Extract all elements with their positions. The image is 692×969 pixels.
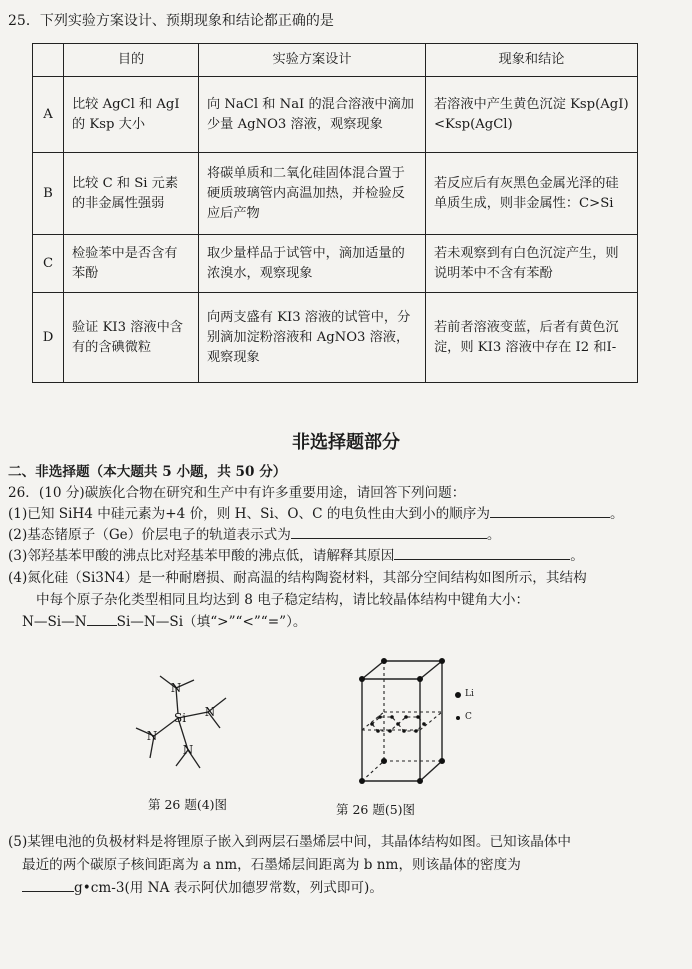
q26-intro: 26．(10 分)碳族化合物在研究和生产中有许多重要用途，请回答下列问题： — [8, 485, 466, 501]
period: 。 — [609, 506, 624, 522]
result-cell: 若未观察到有白色沉淀产生，则说明苯中不含有苯酚 — [426, 235, 638, 293]
silicon-atom-label: Si — [173, 711, 187, 725]
nitrogen-atom-label: N — [182, 743, 194, 757]
bond-angle-left: N—Si—N — [22, 614, 87, 630]
design-cell: 取少量样品于试管中，滴加适量的浓溴水，观察现象 — [199, 235, 426, 293]
figure-4-caption: 第 26 题(4)图 — [148, 797, 228, 812]
answer-blank[interactable] — [490, 503, 610, 518]
q26-part3-text: (3)邻羟基苯甲酸的沸点比对羟基苯甲酸的沸点低，请解释其原因 — [8, 548, 395, 564]
design-cell: 向 NaCl 和 NaI 的混合溶液中滴加少量 AgNO3 溶液，观察现象 — [199, 77, 426, 153]
legend-li-dot — [455, 692, 461, 698]
q26-part5-line2: 最近的两个碳原子核间距离为 a nm，石墨烯层间距离为 b nm，则该晶体的密度为 — [22, 857, 521, 873]
purpose-cell: 比较 C 和 Si 元素的非金属性强弱 — [64, 153, 199, 235]
question-25-stem: 25．下列实验方案设计、预期现象和结论都正确的是 — [8, 13, 334, 29]
result-cell: 若溶液中产生黄色沉淀 Ksp(AgI)<Ksp(AgCl) — [426, 77, 638, 153]
option-label: C — [33, 235, 64, 293]
table-header-row — [33, 44, 638, 77]
q26-part1-text: (1)已知 SiH4 中硅元素为+4 价，则 H、Si、O、C 的电负性由大到小的顺序为 — [8, 506, 490, 522]
q26-part2-text: (2)基态锗原子（Ge）价层电子的轨道表示式为 — [8, 527, 291, 543]
period: 。 — [570, 548, 584, 564]
purpose-cell: 检验苯中是否含有苯酚 — [64, 235, 199, 293]
design-cell: 将碳单质和二氧化硅固体混合置于硬质玻璃管内高温加热，并检验反应后产物 — [199, 153, 426, 235]
q26-part2 — [8, 523, 500, 543]
option-label: B — [33, 153, 64, 235]
nitrogen-atom-label: N — [170, 681, 182, 695]
q26-part5-line3 — [22, 876, 383, 896]
table-header: 目的 — [64, 44, 199, 77]
table-header — [33, 44, 64, 77]
answer-blank[interactable] — [291, 524, 487, 539]
section-title: 非选择题部分 — [292, 432, 400, 453]
nitrogen-atom-label: N — [146, 729, 158, 743]
purpose-cell: 验证 KI3 溶液中含有的含碘微粒 — [64, 293, 199, 383]
legend-li-label: Li — [465, 689, 474, 699]
q26-part5-text: g•cm-3(用 NA 表示阿伏加德罗常数，列式即可)。 — [74, 880, 383, 896]
answer-blank[interactable] — [22, 877, 74, 892]
answer-blank[interactable] — [394, 545, 570, 560]
q26-part5-line1: (5)某锂电池的负极材料是将锂原子嵌入到两层石墨烯层中间，其晶体结构如图。已知该晶体中 — [8, 834, 572, 850]
option-label: D — [33, 293, 64, 383]
table-row — [33, 293, 638, 383]
nitrogen-atom-label: N — [204, 705, 216, 719]
result-cell: 若反应后有灰黑色金属光泽的硅单质生成，则非金属性：C>Si — [426, 153, 638, 235]
design-cell: 向两支盛有 KI3 溶液的试管中，分别滴加淀粉溶液和 AgNO3 溶液，观察现象 — [199, 293, 426, 383]
part2-heading: 二、非选择题（本大题共 5 小题，共 50 分） — [8, 464, 287, 480]
option-label: A — [33, 77, 64, 153]
si3n4-structure-figure — [128, 666, 238, 774]
legend-c-dot — [456, 716, 460, 720]
table-header: 实验方案设计 — [199, 44, 426, 77]
answer-blank[interactable] — [87, 611, 117, 626]
lithium-graphite-cell-figure — [350, 655, 452, 791]
experiment-table — [32, 43, 638, 383]
table-row — [33, 235, 638, 293]
table-row — [33, 153, 638, 235]
purpose-cell: 比较 AgCl 和 AgI 的 Ksp 大小 — [64, 77, 199, 153]
result-cell: 若前者溶液变蓝，后者有黄色沉淀，则 KI3 溶液中存在 I2 和I- — [426, 293, 638, 383]
legend-c-label: C — [465, 712, 472, 722]
period: 。 — [486, 527, 501, 543]
q26-part1 — [8, 502, 624, 522]
figure-5-caption: 第 26 题(5)图 — [336, 802, 416, 817]
bond-angle-right: Si—N—Si（填“>”“<”“=”）。 — [116, 614, 307, 630]
q26-part4-line1: (4)氮化硅（Si3N4）是一种耐磨损、耐高温的结构陶瓷材料，其部分空间结构如图所示，其结构 — [8, 570, 587, 586]
q26-part4-line2: 中每个原子杂化类型相同且均达到 8 电子稳定结构，请比较晶体结构中键角大小： — [36, 592, 530, 608]
table-row — [33, 77, 638, 153]
q26-part3 — [8, 544, 584, 564]
table-header: 现象和结论 — [426, 44, 638, 77]
q26-part4-line3 — [22, 610, 307, 630]
